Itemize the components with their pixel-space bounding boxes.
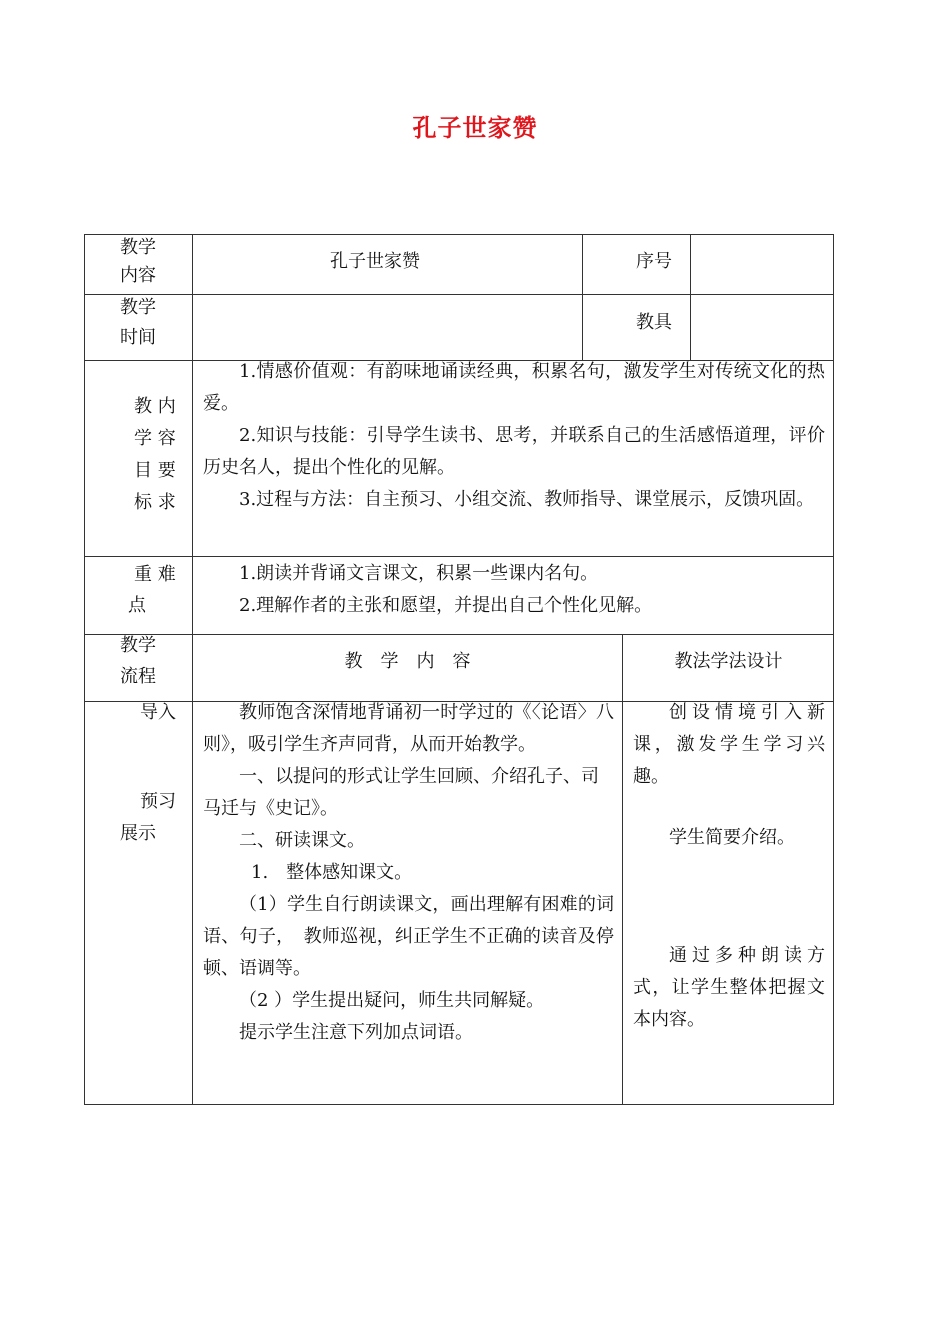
objectives-label-line3: 目 要 (134, 460, 176, 481)
column-divider (622, 634, 623, 1105)
content-paragraph: （2 ）学生提出疑问，师生共同解疑。 (239, 990, 545, 1011)
content-paragraph: 1. 整体感知课文。 (251, 862, 413, 883)
method-note-1: 创设情境引入新课，激发学生学习兴趣。 (633, 702, 825, 787)
stage-display: 展示 (120, 823, 156, 844)
lesson-title-value: 孔子世家赞 (330, 251, 420, 272)
flow-label-line2: 流程 (120, 666, 156, 687)
difficulties-label-line1: 重 难 (134, 564, 176, 585)
content-paragraph: 教师饱含深情地背诵初一时学过的《〈论语〉八则》，吸引学生齐声同背，从而开始教学。 (203, 702, 614, 755)
flow-content (203, 697, 614, 1049)
content-column-heading: 教 学 内 容 (344, 651, 471, 672)
objective-item: 1.情感价值观：有韵味地诵读经典，积累名句，激发学生对传统文化的热爱。 (203, 361, 825, 414)
stage-intro: 导入 (140, 702, 176, 723)
time-label-line1: 教学 (120, 297, 156, 318)
row-divider (84, 634, 834, 635)
column-divider (690, 234, 691, 361)
objectives-list (203, 356, 825, 516)
content-paragraph: 一、以提问的形式让学生回顾、介绍孔子、司马迁与《史记》。 (203, 766, 599, 819)
column-divider (582, 234, 583, 361)
row-divider (84, 556, 834, 557)
objectives-label-line4: 标 求 (134, 492, 176, 513)
content-label-line2: 内容 (120, 265, 156, 286)
time-label-line2: 时间 (120, 327, 156, 348)
difficulties-list (203, 558, 825, 622)
content-paragraph: （1）学生自行朗读课文，画出理解有困难的词语、句子， 教师巡视，纠正学生不正确的读音及停顿、语调等。 (203, 894, 614, 979)
method-column-heading: 教法学法设计 (674, 651, 783, 672)
method-note-2: 学生简要介绍。 (669, 827, 795, 848)
row-divider (84, 294, 834, 295)
objectives-label-line2: 学 容 (134, 428, 176, 449)
difficulty-item: 2.理解作者的主张和愿望，并提出自己个性化见解。 (239, 595, 653, 616)
seq-label: 序号 (636, 251, 672, 272)
objectives-label-line1: 教 内 (134, 396, 176, 417)
page-title: 孔子世家赞 (412, 114, 538, 142)
content-paragraph: 提示学生注意下列加点词语。 (239, 1022, 473, 1043)
tools-label: 教具 (636, 312, 672, 333)
difficulty-item: 1.朗读并背诵文言课文，积累一些课内名句。 (239, 563, 599, 584)
stage-preview: 预习 (140, 791, 176, 812)
method-note-3: 通过多种朗读方式，让学生整体把握文本内容。 (633, 945, 825, 1030)
flow-label-line1: 教学 (120, 635, 156, 656)
objective-item: 2.知识与技能：引导学生读书、思考，并联系自己的生活感悟道理，评价历史名人，提出个性化的见解。 (203, 425, 825, 478)
content-paragraph: 二、研读课文。 (239, 830, 365, 851)
difficulties-label-line2: 点 (128, 595, 146, 616)
objective-item: 3.过程与方法：自主预习、小组交流、教师指导、课堂展示，反馈巩固。 (239, 489, 815, 510)
content-label-line1: 教学 (120, 237, 156, 258)
